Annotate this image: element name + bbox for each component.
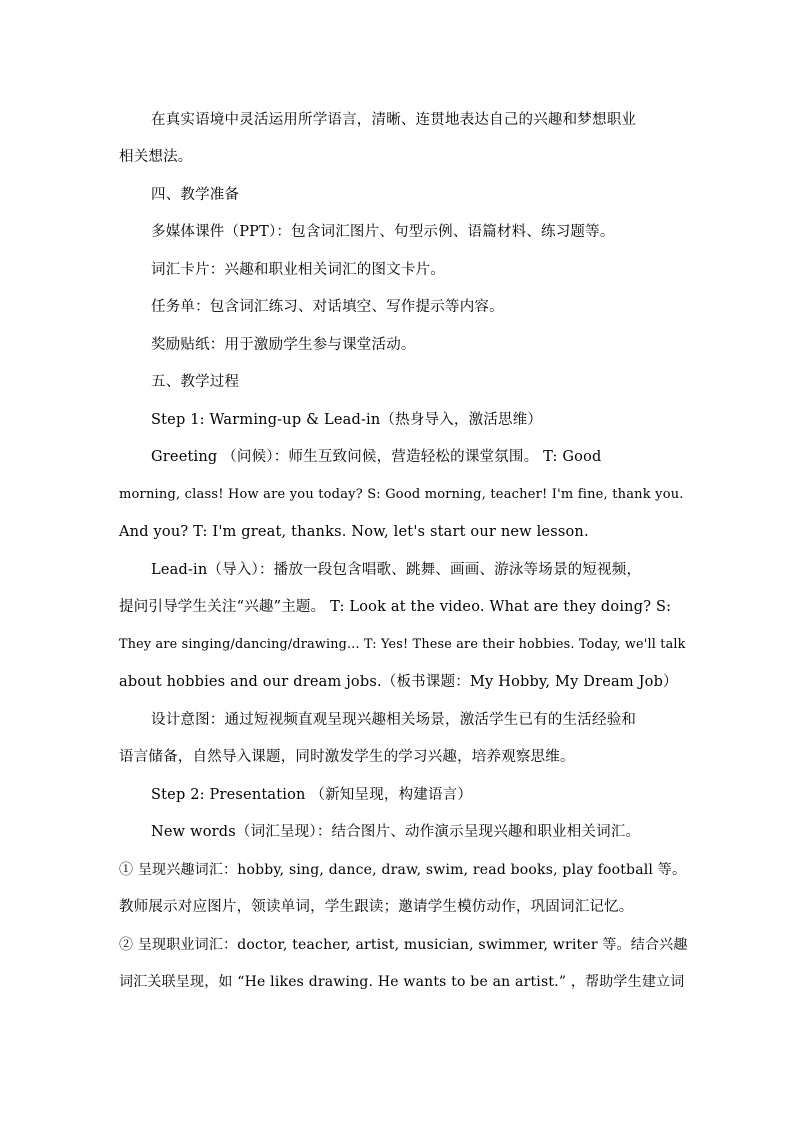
section-heading: 五、教学过程 — [151, 374, 240, 390]
paragraph-line: Greeting （问候）：师生互致问候，营造轻松的课堂氛围。 T: Good — [151, 449, 602, 465]
paragraph-line: 在真实语境中灵活运用所学语言，清晰、连贯地表达自己的兴趣和梦想职业 — [151, 112, 637, 128]
paragraph-line: 词汇关联呈现，如 “He likes drawing. He wants to be an artist.” ，帮助学生建立词 — [119, 974, 685, 990]
paragraph-line: 设计意图：通过短视频直观呈现兴趣相关场景，激活学生已有的生活经验和 — [151, 712, 637, 728]
step-heading: Step 2: Presentation （新知呈现，构建语言） — [151, 787, 473, 803]
paragraph-line: ② 呈现职业词汇：doctor, teacher, artist, musician, swimmer, writer 等。结合兴趣 — [119, 937, 688, 953]
paragraph-line: ① 呈现兴趣词汇：hobby, sing, dance, draw, swim, read books, play football 等。 — [119, 862, 687, 878]
paragraph-line: 提问引导学生关注“兴趣”主题。 T: Look at the video. What are they doing? S: — [119, 599, 672, 615]
step-heading: Step 1: Warming-up & Lead-in（热身导入，激活思维） — [151, 412, 543, 428]
paragraph-line: 多媒体课件（PPT）：包含词汇图片、句型示例、语篇材料、练习题等。 — [151, 224, 615, 240]
section-heading: 四、教学准备 — [151, 187, 240, 203]
paragraph-line: 词汇卡片：兴趣和职业相关词汇的图文卡片。 — [151, 262, 445, 278]
paragraph-line: They are singing/dancing/drawing... T: Yes! These are their hobbies. Today, we'll talk — [119, 637, 686, 652]
paragraph-line: 语言储备，自然导入课题，同时激发学生的学习兴趣，培养观察思维。 — [119, 749, 575, 765]
paragraph-line: 相关想法。 — [119, 149, 193, 165]
paragraph-line: 教师展示对应图片，领读单词，学生跟读；邀请学生模仿动作，巩固词汇记忆。 — [119, 899, 634, 915]
paragraph-line: And you? T: I'm great, thanks. Now, let's start our new lesson. — [119, 524, 589, 540]
paragraph-line: New words（词汇呈现）：结合图片、动作演示呈现兴趣和职业相关词汇。 — [151, 824, 641, 840]
paragraph-line: 奖励贴纸：用于激励学生参与课堂活动。 — [151, 337, 416, 353]
paragraph-line: morning, class! How are you today? S: Good morning, teacher! I'm fine, thank you. — [119, 487, 684, 502]
paragraph-line: about hobbies and our dream jobs.（板书课题：My Hobby, My Dream Job） — [119, 674, 678, 690]
paragraph-line: Lead-in（导入）：播放一段包含唱歌、跳舞、画画、游泳等场景的短视频， — [151, 562, 642, 578]
paragraph-line: 任务单：包含词汇练习、对话填空、写作提示等内容。 — [151, 299, 504, 315]
